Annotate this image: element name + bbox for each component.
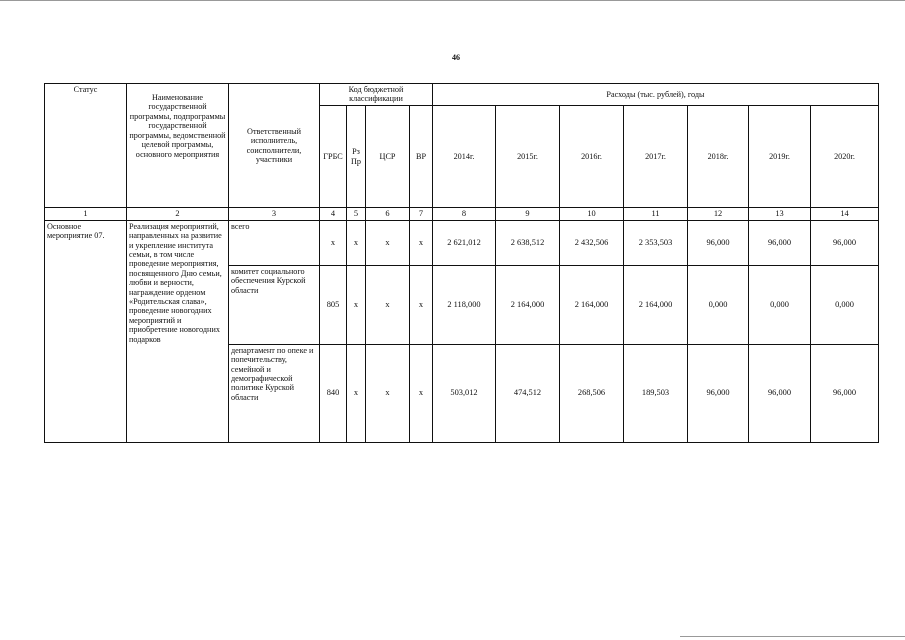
header-year-2014: 2014г. bbox=[433, 106, 496, 208]
header-vr: ВР bbox=[410, 106, 433, 208]
page-number: 46 bbox=[452, 53, 460, 62]
budget-table bbox=[44, 83, 879, 443]
grbs-cell: 840 bbox=[320, 344, 347, 442]
header-grbs: ГРБС bbox=[320, 106, 347, 208]
header-year-2019: 2019г. bbox=[749, 106, 811, 208]
header-csr: ЦСР bbox=[366, 106, 410, 208]
value-cell: 96,000 bbox=[749, 344, 811, 442]
executor-cell: департамент по опеке и попечительству, семейной и демографической политике Курской области bbox=[229, 344, 320, 442]
csr-cell: х bbox=[366, 344, 410, 442]
header-year-2018: 2018г. bbox=[688, 106, 749, 208]
data-row-total bbox=[45, 220, 879, 265]
value-cell: 0,000 bbox=[811, 265, 879, 344]
header-rz-pr: Рз Пр bbox=[347, 106, 366, 208]
value-cell: 0,000 bbox=[688, 265, 749, 344]
index-cell: 9 bbox=[496, 208, 560, 221]
index-cell: 13 bbox=[749, 208, 811, 221]
value-cell: 474,512 bbox=[496, 344, 560, 442]
grbs-cell: 805 bbox=[320, 265, 347, 344]
header-status: Статус bbox=[45, 84, 127, 208]
value-cell: 96,000 bbox=[688, 220, 749, 265]
executor-cell: комитет социального обеспечения Курской области bbox=[229, 265, 320, 344]
value-cell: 96,000 bbox=[688, 344, 749, 442]
index-cell: 3 bbox=[229, 208, 320, 221]
value-cell: 2 432,506 bbox=[560, 220, 624, 265]
header-row-top bbox=[45, 84, 879, 106]
value-cell: 2 621,012 bbox=[433, 220, 496, 265]
csr-cell: х bbox=[366, 265, 410, 344]
value-cell: 2 353,503 bbox=[624, 220, 688, 265]
vr-cell: х bbox=[410, 344, 433, 442]
value-cell: 503,012 bbox=[433, 344, 496, 442]
scan-edge-top bbox=[0, 0, 905, 1]
value-cell: 96,000 bbox=[749, 220, 811, 265]
value-cell: 96,000 bbox=[811, 220, 879, 265]
header-budget-code: Код бюджетной классификации bbox=[320, 84, 433, 106]
value-cell: 2 118,000 bbox=[433, 265, 496, 344]
index-cell: 14 bbox=[811, 208, 879, 221]
program-description: Реализация мероприятий, направленных на развитие и укрепление института семьи, в том числе проведение мероприятия, посвященного Дню семьи, любви и верности, награждение орденом «Родительская слава», проведение новогодних мероприятий и приобретение новогодних подарков bbox=[127, 220, 229, 442]
rz-pr-cell: х bbox=[347, 344, 366, 442]
index-cell: 5 bbox=[347, 208, 366, 221]
index-row bbox=[45, 208, 879, 221]
grbs-cell: х bbox=[320, 220, 347, 265]
value-cell: 268,506 bbox=[560, 344, 624, 442]
header-year-2017: 2017г. bbox=[624, 106, 688, 208]
csr-cell: х bbox=[366, 220, 410, 265]
index-cell: 6 bbox=[366, 208, 410, 221]
vr-cell: х bbox=[410, 265, 433, 344]
index-cell: 10 bbox=[560, 208, 624, 221]
header-year-2020: 2020г. bbox=[811, 106, 879, 208]
rz-pr-cell: х bbox=[347, 265, 366, 344]
index-cell: 1 bbox=[45, 208, 127, 221]
executor-cell: всего bbox=[229, 220, 320, 265]
scan-edge-bottom bbox=[680, 636, 905, 637]
value-cell: 96,000 bbox=[811, 344, 879, 442]
value-cell: 2 164,000 bbox=[560, 265, 624, 344]
rz-pr-cell: х bbox=[347, 220, 366, 265]
index-cell: 2 bbox=[127, 208, 229, 221]
index-cell: 7 bbox=[410, 208, 433, 221]
value-cell: 189,503 bbox=[624, 344, 688, 442]
value-cell: 2 164,000 bbox=[624, 265, 688, 344]
header-year-2016: 2016г. bbox=[560, 106, 624, 208]
value-cell: 2 164,000 bbox=[496, 265, 560, 344]
index-cell: 12 bbox=[688, 208, 749, 221]
index-cell: 8 bbox=[433, 208, 496, 221]
header-year-2015: 2015г. bbox=[496, 106, 560, 208]
index-cell: 11 bbox=[624, 208, 688, 221]
vr-cell: х bbox=[410, 220, 433, 265]
value-cell: 0,000 bbox=[749, 265, 811, 344]
header-executor: Ответственный исполнитель, соисполнители, участники bbox=[229, 84, 320, 208]
status-cell: Основное мероприятие 07. bbox=[45, 220, 127, 442]
index-cell: 4 bbox=[320, 208, 347, 221]
header-program-name: Наименование государственной программы, подпрограммы государственной программы, ведомственной целевой программы, основного мероприятия bbox=[127, 84, 229, 208]
value-cell: 2 638,512 bbox=[496, 220, 560, 265]
header-expenses: Расходы (тыс. рублей), годы bbox=[433, 84, 879, 106]
